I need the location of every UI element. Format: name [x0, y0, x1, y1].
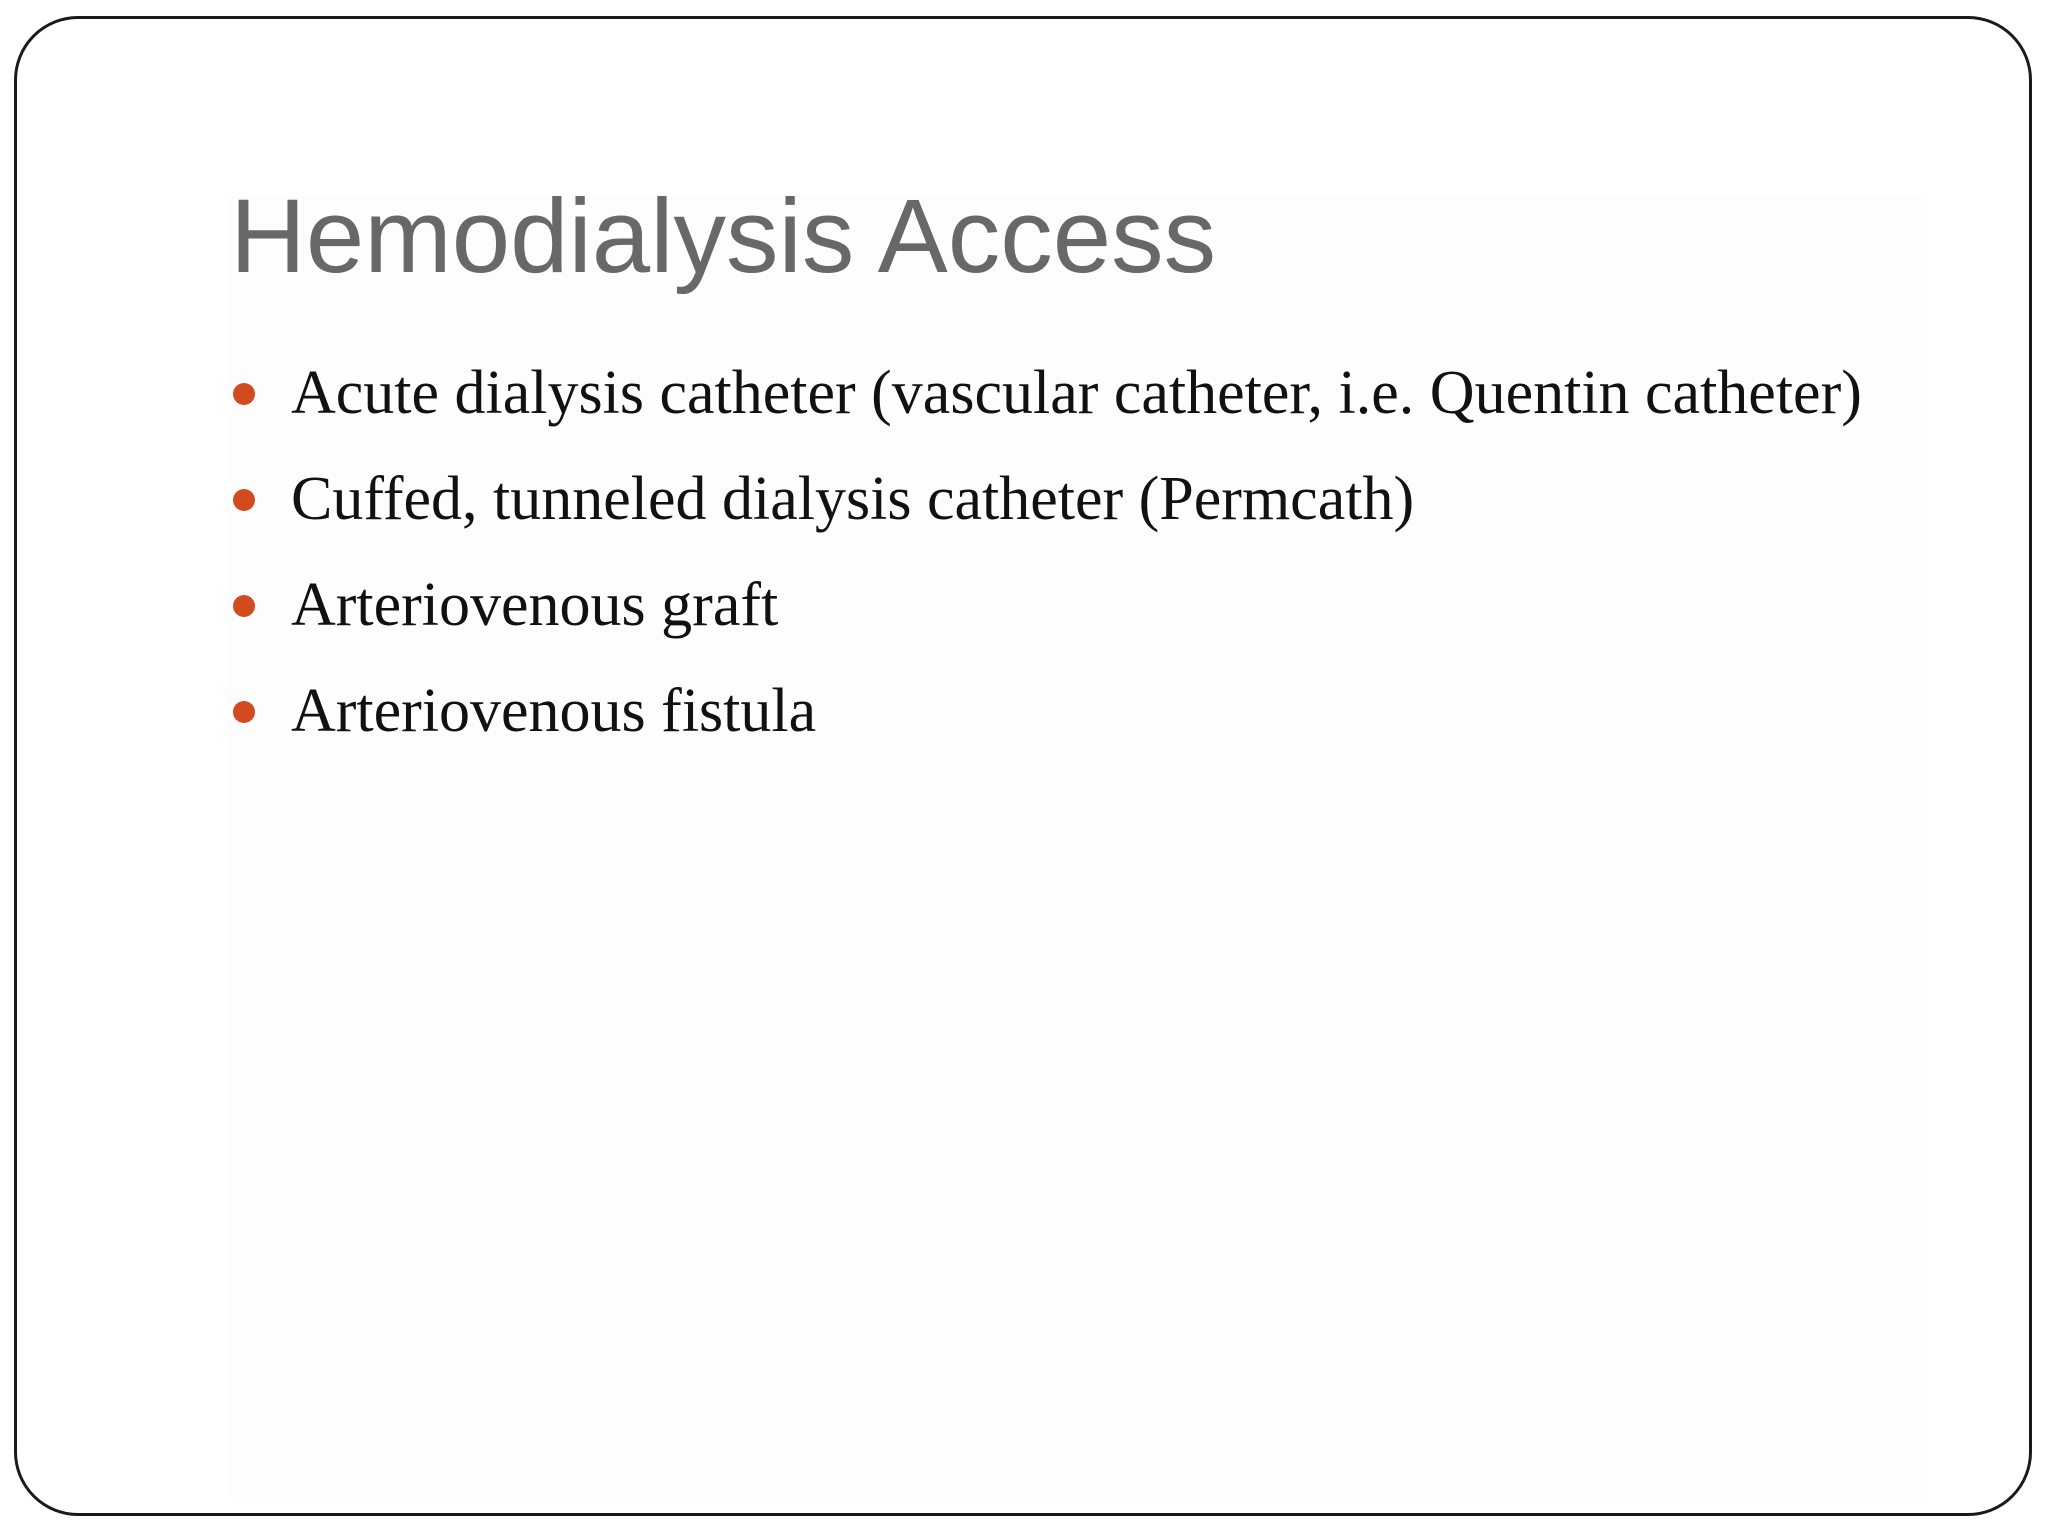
- bullet-item: [231, 349, 1871, 437]
- bullet-text: Arteriovenous graft: [291, 571, 779, 639]
- bullet-dot-icon: [233, 595, 255, 617]
- bullet-item: [231, 455, 1871, 543]
- bullet-list: [231, 349, 1871, 773]
- bullet-item: [231, 667, 1871, 755]
- bullet-text: Cuffed, tunneled dialysis catheter (Permcath): [291, 465, 1415, 533]
- slide-frame: [14, 16, 2032, 1516]
- bullet-dot-icon: [233, 383, 255, 405]
- bullet-dot-icon: [233, 489, 255, 511]
- bullet-dot-icon: [233, 701, 255, 723]
- bullet-item: [231, 561, 1871, 649]
- bullet-text: Acute dialysis catheter (vascular catheter, i.e. Quentin catheter): [291, 359, 1862, 427]
- bullet-text: Arteriovenous fistula: [291, 677, 817, 745]
- slide-title: Hemodialysis Access: [230, 178, 1217, 295]
